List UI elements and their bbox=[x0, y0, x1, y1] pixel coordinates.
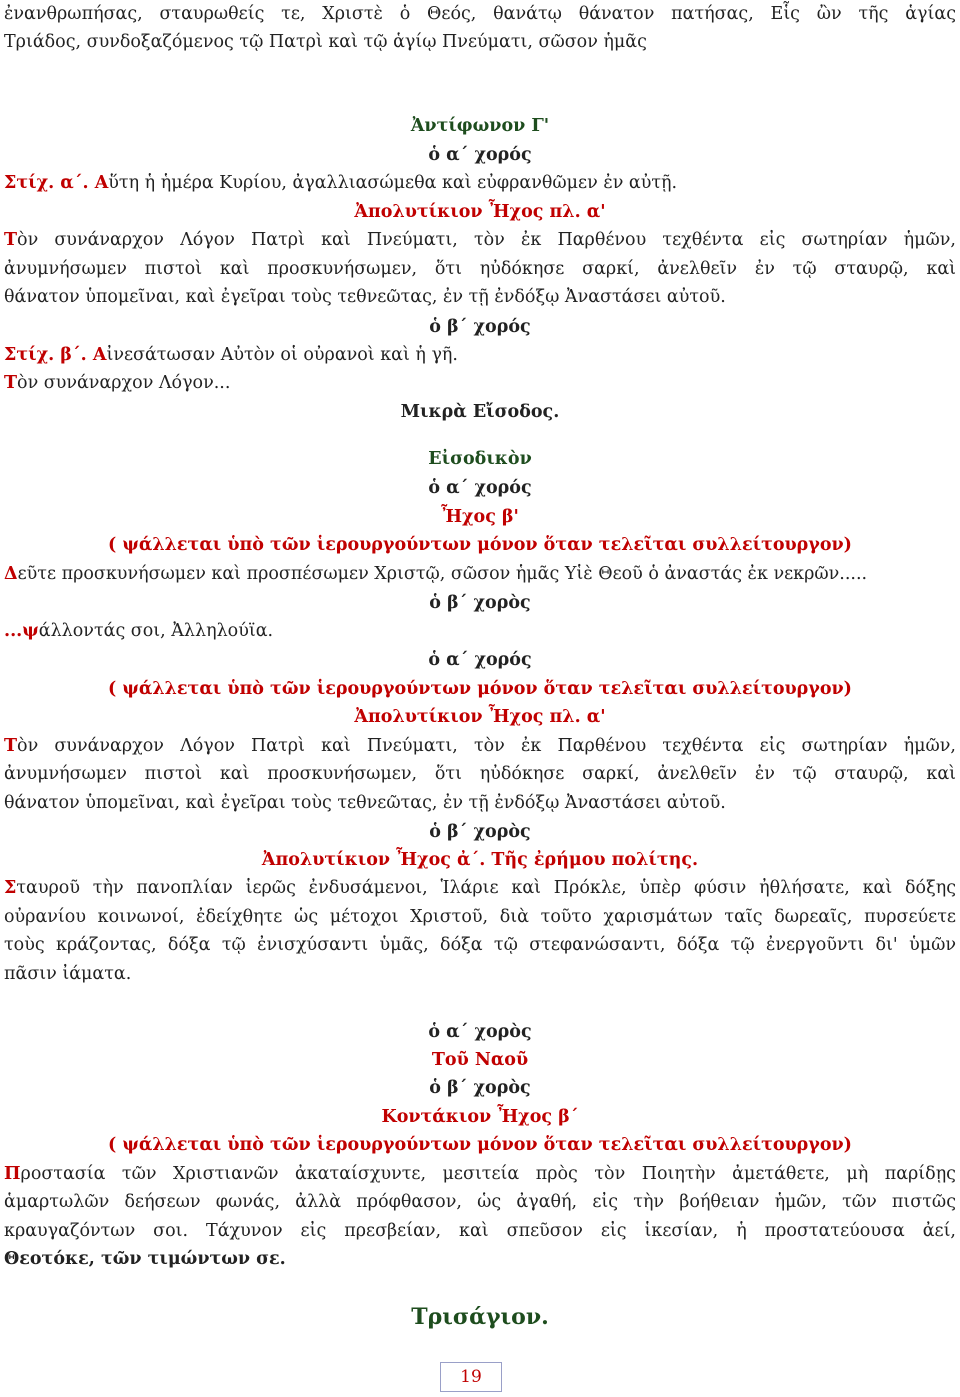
apolytikion-heading: Ἀπολυτίκιον Ἦχος πλ. α' bbox=[354, 202, 606, 222]
initial-letter: Τ bbox=[4, 230, 18, 250]
choir-label: ὁ α΄ χορός bbox=[428, 478, 532, 498]
hymn-line bbox=[4, 560, 956, 588]
rubric-note: ( ψάλλεται ὑπὸ τῶν ἱερουργούντων μόνον ὅταν τελεῖται συλλείτουργον) bbox=[108, 535, 852, 555]
apolytikion-heading: Ἀπολυτίκιον Ἦχος ἀ΄. Τῆς ἐρήμου πολίτης. bbox=[261, 850, 699, 870]
hymn-text: ὸν συνάναρχον Λόγον Πατρὶ καὶ Πνεύματι, τὸν ἐκ Παρθένου τεχθέντα εἰς σωτηρίαν ἡμῶν, bbox=[17, 230, 956, 250]
choir-label: ὁ α΄ χορός bbox=[428, 145, 532, 165]
verse-line bbox=[4, 169, 956, 197]
hymn-line: τοὺς κράζοντας, δόξα τῷ ἐνισχύσαντι ὑμᾶς, δόξα τῷ στεφανώσαντι, δόξα τῷ ἐνεργοῦντι δι' ὑμῶν bbox=[4, 935, 956, 955]
verse-text: ὕτη ἡ ἡμέρα Κυρίου, ἀγαλλιασώμεθα καὶ εὐφρανθῶμεν ἐν αὐτῇ. bbox=[108, 173, 678, 193]
hymn-text: εῦτε προσκυνήσωμεν καὶ προσπέσωμεν Χριστῷ, σῶσον ἡμᾶς Υἱὲ Θεοῦ ὁ ἀναστάς ἐκ νεκρῶν..... bbox=[17, 564, 868, 584]
eisodikon-heading: Εἰσοδικὸν bbox=[428, 449, 532, 469]
verse-text: ἰνεσάτωσαν Αὐτὸν οἱ οὐρανοὶ καὶ ἡ γῆ. bbox=[106, 345, 458, 365]
rubric-note: ( ψάλλεται ὑπὸ τῶν ἱερουργούντων μόνον ὅταν τελεῖται συλλείτουργον) bbox=[108, 679, 852, 699]
hymn-line: οὐρανίου κοινωνοί, ἐδείχθητε ὡς μέτοχοι Χριστοῦ, διὰ τοῦτο χαρισμάτων ταῖς δωρεαῖς, πυρσεύετε bbox=[4, 907, 956, 927]
hymn-line: ἁμαρτωλῶν δεήσεων φωνάς, ἀλλὰ πρόφθασον, ὡς ἀγαθή, εἰς τὴν βοήθειαν ἡμῶν, τῶν πιστῶς bbox=[4, 1192, 956, 1212]
hymn-line bbox=[4, 874, 956, 902]
verse-marker: Στίχ. β΄. Α bbox=[4, 345, 107, 365]
tone-heading: Ἦχος β' bbox=[441, 507, 519, 527]
initial-letter: Τ bbox=[4, 373, 18, 393]
choir-label: ὁ α΄ χορός bbox=[428, 650, 532, 670]
hymn-text: ὸν συνάναρχον Λόγον Πατρὶ καὶ Πνεύματι, τὸν ἐκ Παρθένου τεχθέντα εἰς σωτηρίαν ἡμῶν, bbox=[17, 736, 956, 756]
verse-line bbox=[4, 341, 956, 369]
hymn-line: θάνατον ὑπομεῖναι, καὶ ἐγεῖραι τοὺς τεθνεῶτας, ἐν τῇ ἐνδόξῳ Ἀναστάσει αὐτοῦ. bbox=[4, 287, 726, 307]
hymn-line: θάνατον ὑπομεῖναι, καὶ ἐγεῖραι τοὺς τεθνεῶτας, ἐν τῇ ἐνδόξῳ Ἀναστάσει αὐτοῦ. bbox=[4, 793, 726, 813]
hymn-line bbox=[4, 732, 956, 760]
text-line: Τριάδος, συνδοξαζόμενος τῷ Πατρὶ καὶ τῷ ἁγίῳ Πνεύματι, σῶσον ἡμᾶς bbox=[4, 32, 647, 52]
hymn-line bbox=[4, 1160, 956, 1188]
initial-letter: ...ψ bbox=[4, 621, 39, 641]
initial-letter: Δ bbox=[4, 564, 18, 584]
hymn-line bbox=[4, 617, 956, 645]
hymn-line: κραυγαζόντων σοι. Τάχυνον εἰς πρεσβείαν, καὶ σπεῦσον εἰς ἱκεσίαν, ἡ προστατεύουσα ἀεί, bbox=[4, 1221, 956, 1241]
initial-letter: Π bbox=[4, 1164, 21, 1184]
choir-label: ὁ β΄ χορὸς bbox=[429, 1078, 531, 1098]
choir-label: ὁ β΄ χορὸς bbox=[429, 822, 531, 842]
temple-heading: Τοῦ Ναοῦ bbox=[431, 1050, 529, 1070]
refrain-text: ὸν συνάναρχον Λόγον... bbox=[17, 373, 231, 393]
hymn-text: ροστασία τῶν Χριστιανῶν ἀκαταίσχυντε, μεσιτεία πρὸς τὸν Ποιητὴν ἀμετάθετε, μὴ παρίδῃς bbox=[20, 1164, 956, 1184]
text-line: ἐνανθρωπήσας, σταυρωθείς τε, Χριστὲ ὁ Θεός, θανάτῳ θάνατον πατήσας, Εἷς ὢν τῆς ἁγίας bbox=[4, 4, 956, 24]
refrain-line bbox=[4, 369, 956, 397]
apolytikion-heading: Ἀπολυτίκιον Ἦχος πλ. α' bbox=[354, 707, 606, 727]
initial-letter: Τ bbox=[4, 736, 18, 756]
antiphon-heading: Ἀντίφωνον Γ' bbox=[410, 116, 550, 136]
page-number: 19 bbox=[440, 1362, 502, 1392]
entrance-heading: Μικρὰ Εἴσοδος. bbox=[400, 402, 560, 422]
choir-label: ὁ α΄ χορὸς bbox=[428, 1022, 532, 1042]
rubric-note: ( ψάλλεται ὑπὸ τῶν ἱερουργούντων μόνον ὅταν τελεῖται συλλείτουργον) bbox=[108, 1135, 852, 1155]
hymn-text: ταυροῦ τὴν πανοπλίαν ἱερῶς ἐνδυσάμενοι, Ἱλάριε καὶ Πρόκλε, ὑπὲρ φύσιν ἠθλήσατε, καὶ δόξης bbox=[16, 878, 956, 898]
choir-label: ὁ β΄ χορὸς bbox=[429, 593, 531, 613]
hymn-line: ἀνυμνήσωμεν πιστοὶ καὶ προσκυνήσωμεν, ὅτι ηὐδόκησε σαρκί, ἀνελθεῖν ἐν τῷ σταυρῷ, καὶ bbox=[4, 259, 956, 279]
hymn-line bbox=[4, 226, 956, 254]
choir-label: ὁ β΄ χορός bbox=[429, 317, 531, 337]
kontakion-heading: Κοντάκιον Ἦχος β΄ bbox=[381, 1107, 579, 1127]
trisagion-heading: Τρισάγιον. bbox=[411, 1304, 549, 1330]
initial-letter: Σ bbox=[4, 878, 17, 898]
verse-marker: Στίχ. α΄. Α bbox=[4, 173, 109, 193]
hymn-line: πᾶσιν ἰάματα. bbox=[4, 964, 132, 984]
hymn-text: άλλοντάς σοι, Ἀλληλούϊα. bbox=[38, 621, 274, 641]
hymn-line: ἀνυμνήσωμεν πιστοὶ καὶ προσκυνήσωμεν, ὅτι ηὐδόκησε σαρκί, ἀνελθεῖν ἐν τῷ σταυρῷ, καὶ bbox=[4, 764, 956, 784]
hymn-ending: Θεοτόκε, τῶν τιμώντων σε. bbox=[4, 1249, 286, 1269]
